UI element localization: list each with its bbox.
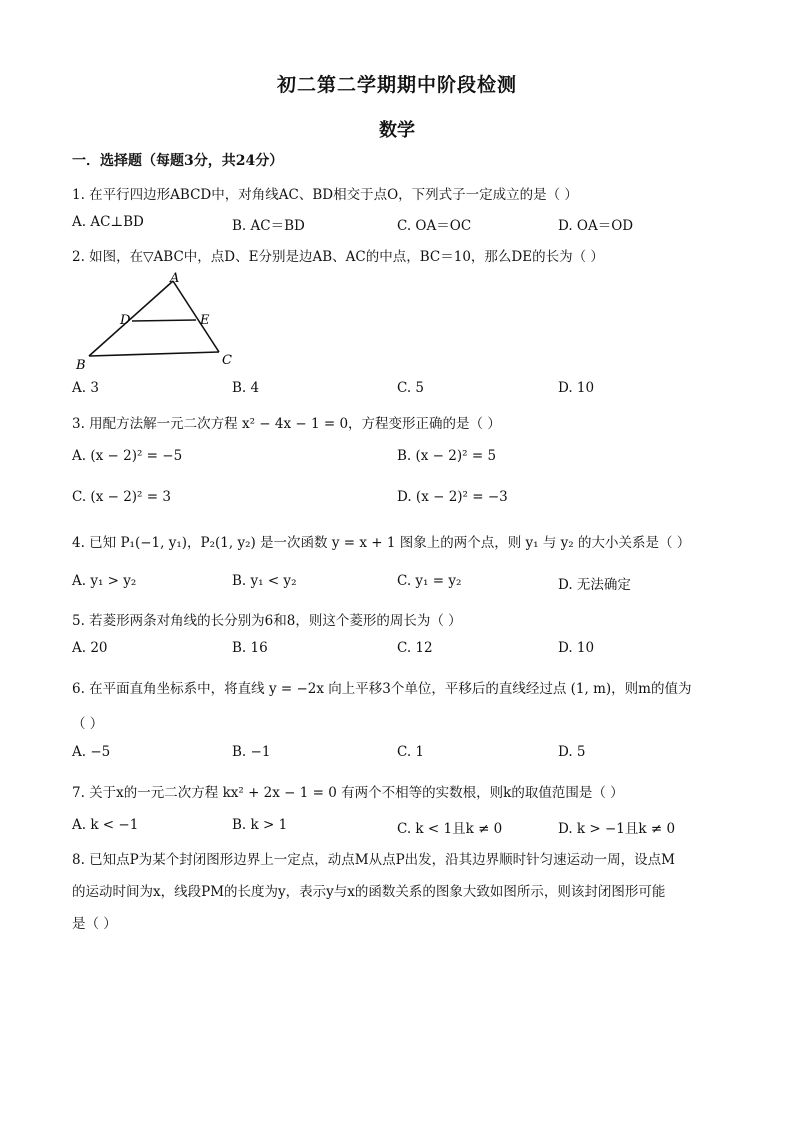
q1-option-d: D. OA＝OD	[558, 218, 634, 234]
q1-option-c: C. OA＝OC	[397, 218, 472, 234]
q1-option-b: B. AC＝BD	[232, 218, 305, 234]
q3-option-d: D. (x − 2)² = −3	[397, 489, 508, 505]
exam-title: 初二第二学期期中阶段检测	[276, 74, 517, 96]
q6-option-d: D. 5	[558, 744, 586, 760]
question-8-stem-line3: 是（ ）	[72, 916, 117, 932]
question-2-stem: 2. 如图，在▽ABC中，点D、E分别是边AB、AC的中点，BC＝10，那么DE的长为（ ）	[72, 249, 604, 265]
q6-option-a: A. −5	[72, 744, 111, 760]
label-e: E	[200, 313, 210, 328]
q7-option-b: B. k > 1	[232, 817, 288, 833]
q5-option-c: C. 12	[397, 640, 433, 656]
q2-option-d: D. 10	[558, 380, 595, 396]
triangle-figure	[72, 272, 252, 372]
q2-option-c: C. 5	[397, 380, 425, 396]
q7-option-a: A. k < −1	[72, 817, 139, 833]
midline-de	[132, 320, 196, 321]
question-5-stem: 5. 若菱形两条对角线的长分别为6和8，则这个菱形的周长为（ ）	[72, 613, 462, 629]
question-1-stem: 1. 在平行四边形ABCD中，对角线AC、BD相交于点O，下列式子一定成立的是（ ）	[72, 187, 578, 203]
q5-option-d: D. 10	[558, 640, 595, 656]
question-4-stem: 4. 已知 P₁(−1, y₁)，P₂(1, y₂) 是一次函数 y = x + 1 图象上的两个点，则 y₁ 与 y₂ 的大小关系是（ ）	[72, 535, 691, 551]
q3-option-c: C. (x − 2)² = 3	[72, 489, 171, 505]
q6-option-c: C. 1	[397, 744, 425, 760]
label-c: C	[222, 353, 232, 368]
q5-option-a: A. 20	[72, 640, 108, 656]
label-a: A	[170, 272, 180, 286]
label-b: B	[76, 358, 86, 372]
question-8-stem-line2: 的运动时间为x，线段PM的长度为y，表示y与x的函数关系的图象大致如图所示，则该封闭图形可能	[72, 884, 666, 900]
q7-option-c: C. k < 1且k ≠ 0	[397, 821, 503, 837]
question-6-stem: 6. 在平面直角坐标系中，将直线 y = −2x 向上平移3个单位，平移后的直线经过点 (1, m)，则m的值为	[72, 681, 692, 697]
section-heading: 一．选择题（每题3分，共24分）	[72, 153, 284, 169]
q3-option-a: A. (x − 2)² = −5	[72, 448, 183, 464]
q4-option-d: D. 无法确定	[558, 577, 631, 593]
side-bc	[89, 352, 219, 356]
q4-option-b: B. y₁ < y₂	[232, 573, 297, 589]
q3-option-b: B. (x − 2)² = 5	[397, 448, 497, 464]
label-d: D	[120, 313, 131, 328]
question-7-stem: 7. 关于x的一元二次方程 kx² + 2x − 1 = 0 有两个不相等的实数根，则k的取值范围是（ ）	[72, 785, 624, 801]
q1-option-a: A. AC⊥BD	[72, 214, 144, 230]
q6-option-b: B. −1	[232, 744, 271, 760]
q4-option-c: C. y₁ = y₂	[397, 573, 462, 589]
side-ab	[89, 281, 173, 356]
question-8-stem: 8. 已知点P为某个封闭图形边界上一定点，动点M从点P出发，沿其边界顺时针匀速运动一周，设点M	[72, 852, 675, 868]
q2-option-a: A. 3	[72, 380, 99, 396]
q5-option-b: B. 16	[232, 640, 268, 656]
side-ac	[173, 281, 219, 352]
subject-title: 数学	[379, 120, 415, 141]
q2-option-b: B. 4	[232, 380, 260, 396]
question-6-stem-cont: （ ）	[72, 716, 104, 732]
q4-option-a: A. y₁ > y₂	[72, 573, 137, 589]
question-3-stem: 3. 用配方法解一元二次方程 x² − 4x − 1 = 0，方程变形正确的是（ ）	[72, 416, 501, 432]
q7-option-d: D. k > −1且k ≠ 0	[558, 821, 676, 837]
